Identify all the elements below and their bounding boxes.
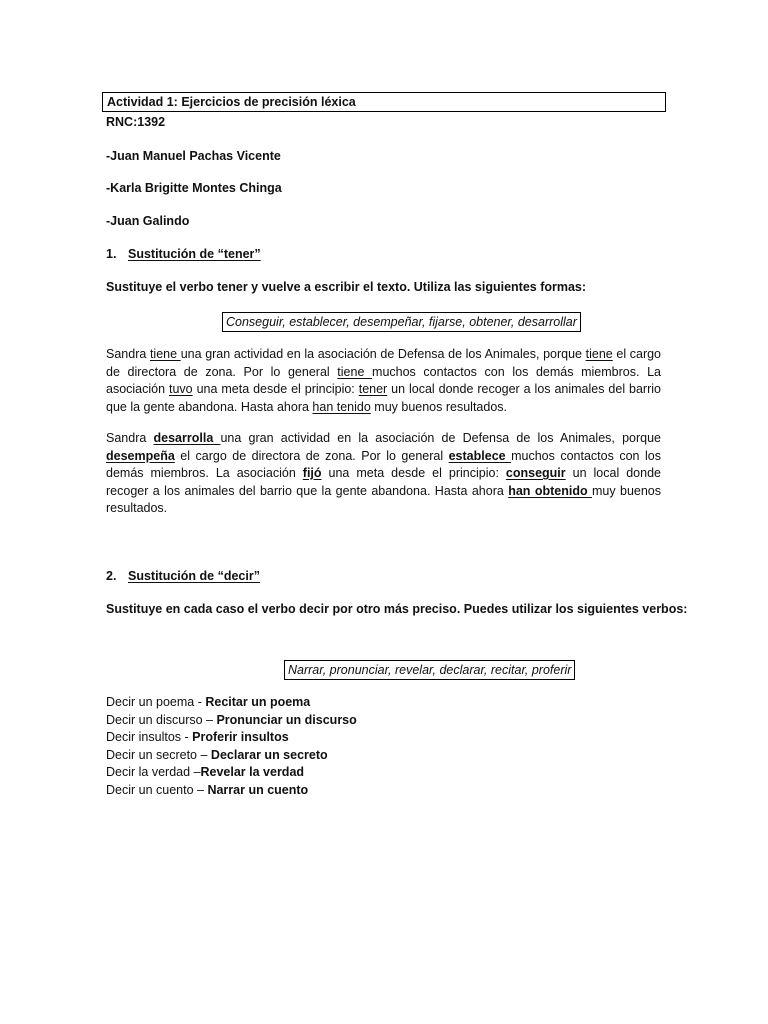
answer: Proferir insultos	[192, 730, 289, 744]
section-1-heading	[106, 246, 261, 264]
verb-tener-6: han tenido	[312, 399, 371, 414]
list-item: Decir un secreto – Declarar un secreto	[106, 747, 328, 762]
section-2-verbs-box: Narrar, pronunciar, revelar, declarar, recitar, proferir	[284, 660, 575, 680]
answer: Narrar un cuento	[207, 782, 309, 797]
list-item: Decir un cuento – Narrar un cuento	[106, 782, 309, 797]
section-2-heading	[106, 568, 260, 586]
section-2-title: Sustitución de “decir”	[128, 569, 260, 583]
list-item: Decir un discurso – Pronunciar un discurso	[106, 712, 357, 727]
verb-tener-5: tener	[358, 382, 388, 396]
section-1-instruction: Sustituye el verbo tener y vuelve a escribir el texto. Utiliza las siguientes formas:	[106, 280, 587, 294]
section-2-instruction: Sustituye en cada caso el verbo decir por otro más preciso. Puedes utilizar los siguientes verbos:	[106, 602, 688, 616]
list-item: Decir la verdad –Revelar la verdad	[106, 765, 305, 779]
verb-tener-4: tuvo	[169, 382, 193, 396]
answer: Pronunciar un discurso	[216, 712, 357, 727]
answer: Revelar la verdad	[200, 765, 305, 779]
rnc-label: RNC:1392	[106, 115, 166, 129]
verb-replacement-5: conseguir	[505, 466, 566, 480]
original-paragraph: Sandra tiene una gran actividad en la asociación de Defensa de los Animales, porque tiene el cargo de directora de zona. Por lo general tiene muchos contactos con los demás miembros. La asociación tuvo una meta desde el principio: tener un local donde recoger a los animales del barrio que la gente abandona. Hasta ahora han tenido muy buenos resultados.	[106, 347, 662, 414]
title-box	[102, 92, 666, 112]
answer: Declarar un secreto	[210, 747, 328, 762]
author-2: -Karla Brigitte Montes Chinga	[106, 181, 282, 195]
verb-tener-2: tiene	[585, 347, 613, 361]
decir-list	[106, 694, 357, 799]
list-item: Decir insultos - Proferir insultos	[106, 730, 289, 744]
verb-replacement-2: desempeña	[106, 448, 175, 463]
section-2-number: 2.	[106, 569, 117, 583]
rewritten-paragraph: Sandra desarrolla una gran actividad en la asociación de Defensa de los Animales, porque desempeña el cargo de directora de zona. Por lo general establece muchos contactos con los demás miembros. La asociación fijó una meta desde el principio: conseguir un local donde recoger a los animales del barrio que la gente abandona. Hasta ahora han obtenido muy buenos resultados.	[106, 431, 661, 515]
section-1-number: 1.	[106, 247, 117, 261]
list-item: Decir un poema - Recitar un poema	[106, 695, 311, 709]
document-title: Actividad 1: Ejercicios de precisión léxica	[107, 95, 356, 109]
verb-replacement-1: desarrolla	[153, 431, 221, 445]
author-1: -Juan Manuel Pachas Vicente	[106, 149, 281, 163]
section-1-forms-box: Conseguir, establecer, desempeñar, fijarse, obtener, desarrollar	[222, 312, 581, 332]
verb-replacement-3: establece	[448, 448, 512, 463]
section-1-title: Sustitución de “tener”	[128, 247, 261, 261]
answer: Recitar un poema	[205, 695, 311, 709]
verb-replacement-6: han obtenido	[508, 483, 592, 498]
verb-replacement-4: fijó	[302, 466, 322, 480]
verb-tener-1: tiene	[149, 347, 181, 361]
author-3: -Juan Galindo	[106, 214, 190, 228]
verb-tener-3: tiene	[337, 364, 373, 379]
